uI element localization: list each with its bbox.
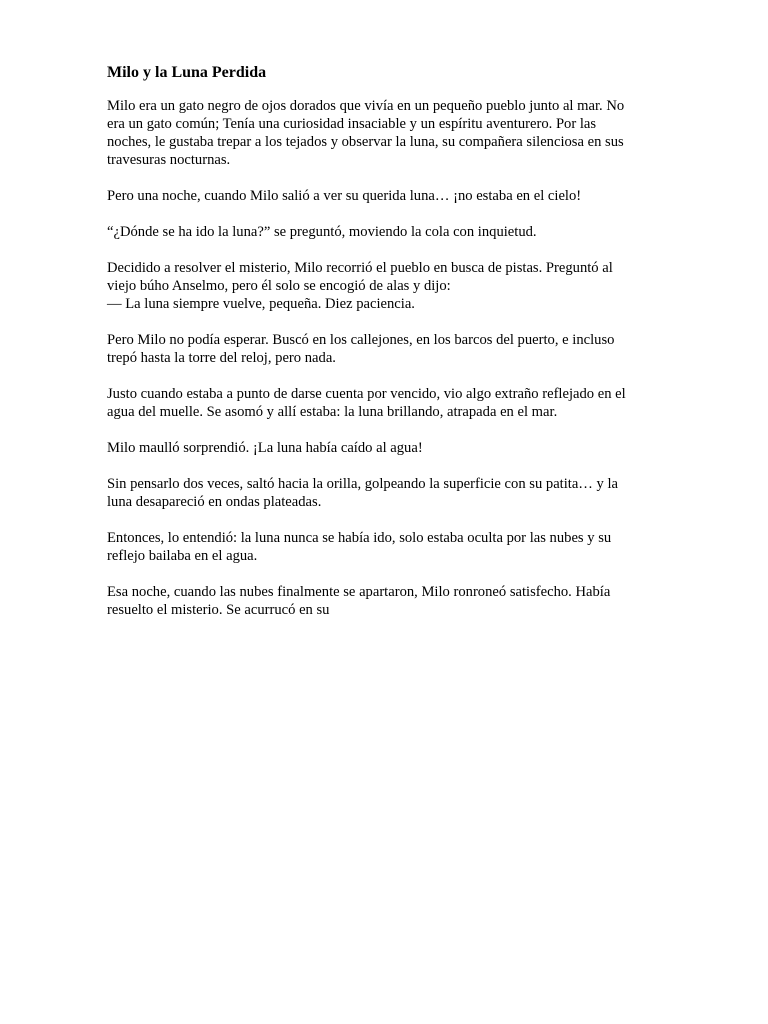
text-line: agua del muelle. Se asomó y allí estaba: la luna brillando, atrapada en el mar. [107,404,558,420]
document-page [107,62,647,637]
paragraph-2 [107,187,647,205]
paragraph-3 [107,223,647,241]
paragraph-7 [107,439,647,457]
text-line: trepó hasta la torre del reloj, pero nada. [107,350,336,366]
text-line: Milo maulló sorprendió. ¡La luna había caído al agua! [107,440,423,456]
text-line: resuelto el misterio. Se acurrucó en su [107,602,330,618]
text-line: viejo búho Anselmo, pero él solo se encogió de alas y dijo: [107,278,451,294]
text-line: luna desapareció en ondas plateadas. [107,494,322,510]
text-line: Pero Milo no podía esperar. Buscó en los callejones, en los barcos del puerto, e incluso [107,332,615,348]
document-title: Milo y la Luna Perdida [107,64,267,81]
paragraph-1 [107,97,647,169]
paragraph-8 [107,475,647,511]
text-line: reflejo bailaba en el agua. [107,548,258,564]
text-line: Justo cuando estaba a punto de darse cuenta por vencido, vio algo extraño reflejado en el [107,386,626,402]
text-line: noches, le gustaba trepar a los tejados y observar la luna, su compañera silenciosa en sus [107,134,624,150]
text-line: Decidido a resolver el misterio, Milo recorrió el pueblo en busca de pistas. Preguntó al [107,260,613,276]
dialogue-line: — La luna siempre vuelve, pequeña. Diez paciencia. [107,296,415,312]
text-line: Entonces, lo entendió: la luna nunca se había ido, solo estaba oculta por las nubes y su [107,530,612,546]
text-line: “¿Dónde se ha ido la luna?” se preguntó, moviendo la cola con inquietud. [107,224,537,240]
paragraph-9 [107,529,647,565]
text-line: Sin pensarlo dos veces, saltó hacia la orilla, golpeando la superficie con su patita… y la [107,476,619,492]
paragraph-4 [107,259,647,313]
paragraph-6 [107,385,647,421]
text-line: era un gato común; Tenía una curiosidad insaciable y un espíritu aventurero. Por las [107,116,597,132]
text-line: travesuras nocturnas. [107,152,231,168]
paragraph-10 [107,583,647,619]
text-line: Milo era un gato negro de ojos dorados que vivía en un pequeño pueblo junto al mar. No [107,98,625,114]
paragraph-5 [107,331,647,367]
text-line: Esa noche, cuando las nubes finalmente se apartaron, Milo ronroneó satisfecho. Había [107,584,611,600]
text-line: Pero una noche, cuando Milo salió a ver su querida luna… ¡no estaba en el cielo! [107,188,582,204]
